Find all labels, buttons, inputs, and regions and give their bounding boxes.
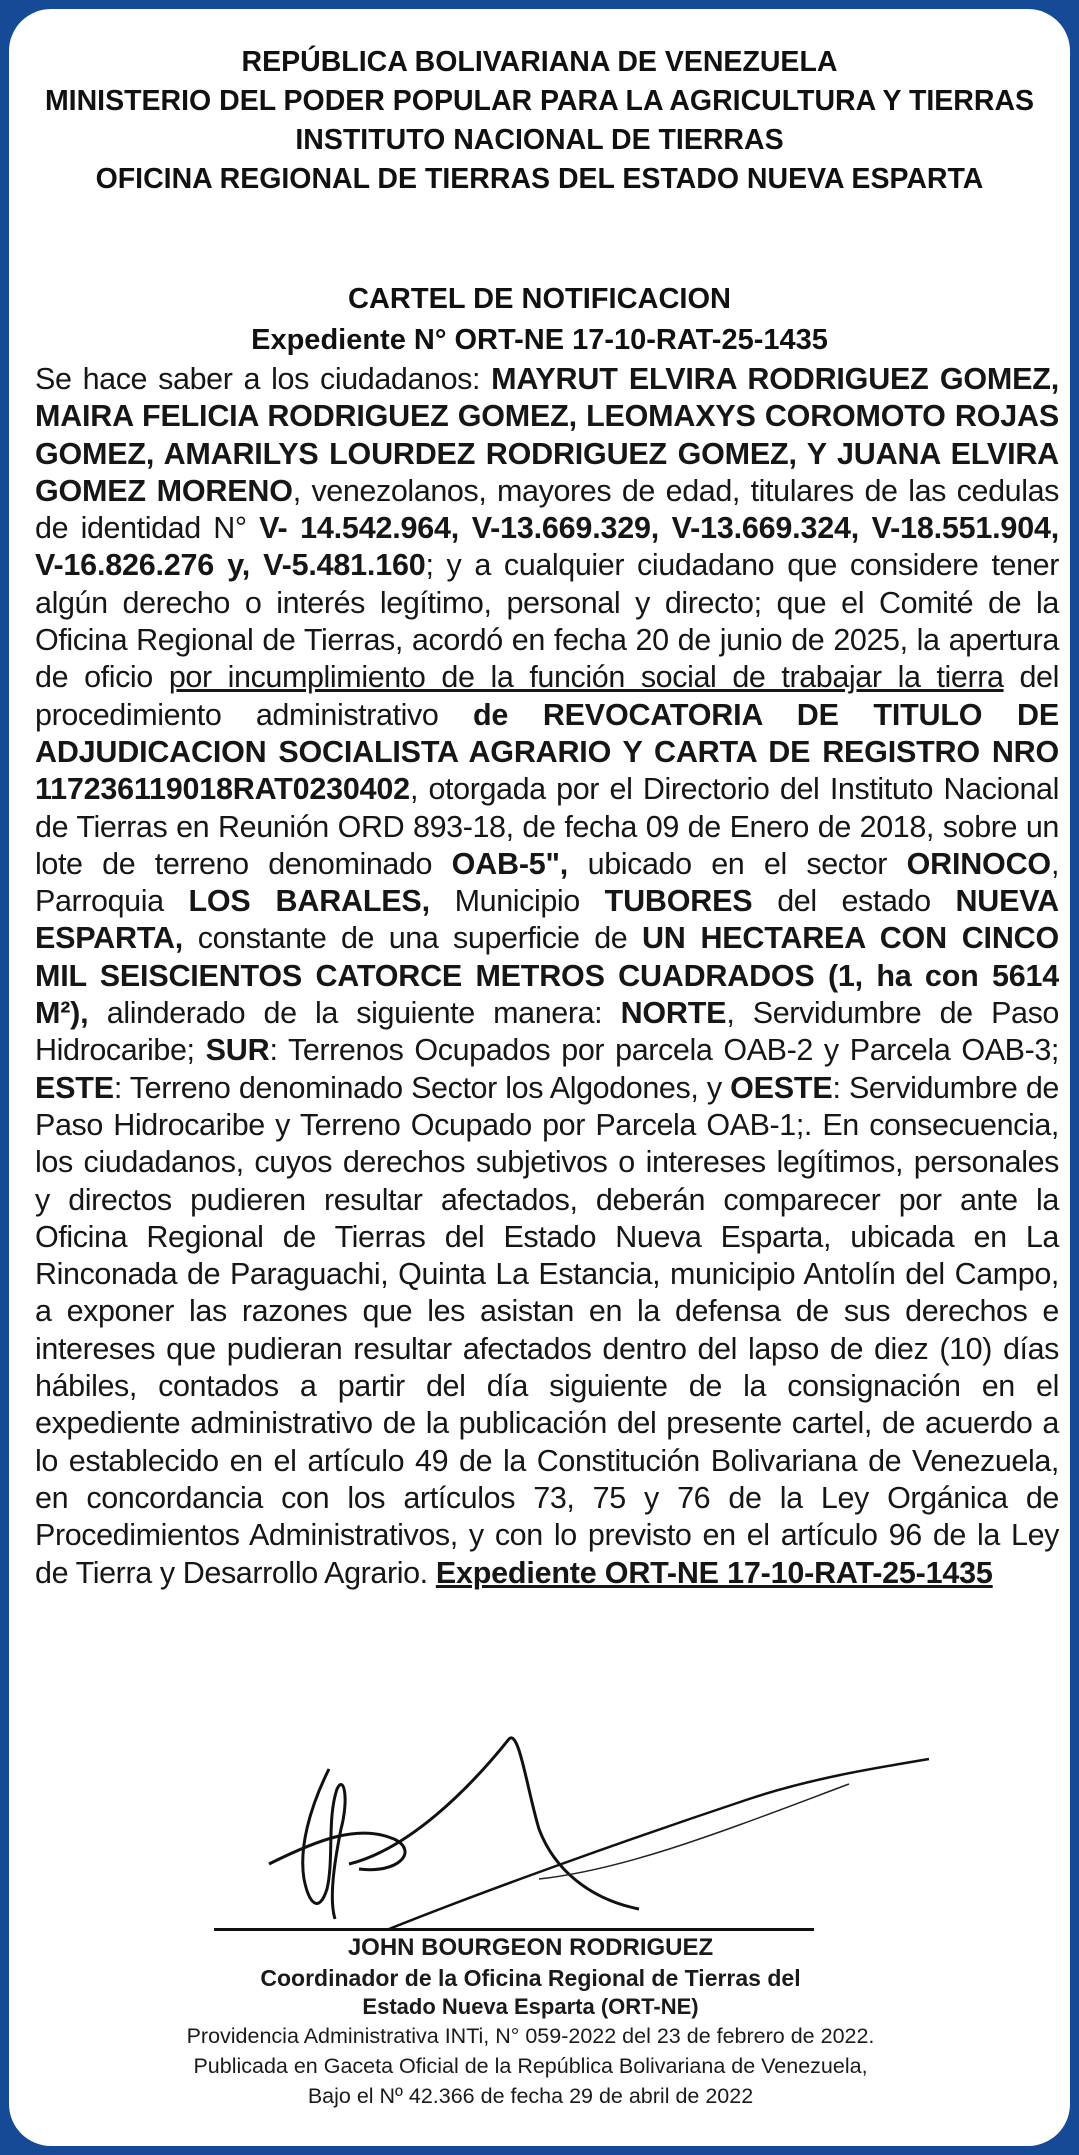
boundary-west: OESTE	[730, 1070, 833, 1105]
id-numbers: V- 14.542.964, V-13.669.329, V-13.669.324, V-18.551.904, V-16.826.276 y, V-5.481.160	[35, 511, 1059, 583]
parish-name: LOS BARALES,	[188, 884, 430, 919]
body-text: del procedimiento administrativo	[35, 660, 1059, 732]
body-text: , Servidumbre de Paso Hidrocaribe;	[35, 996, 1059, 1068]
state-name: NUEVA ESPARTA,	[35, 884, 1059, 956]
header-ministry: MINISTERIO DEL PODER POPULAR PARA LA AGRICULTURA Y TIERRAS	[44, 85, 1035, 117]
procedure-title: de REVOCATORIA DE TITULO DE ADJUDICACION SOCIALISTA AGRARIO Y CARTA DE REGISTRO NRO 117236119018RAT0230402	[35, 697, 1059, 807]
body-text: : Servidumbre de Paso Hidrocaribe y Terreno Ocupado por Parcela OAB-1;. En consecuencia, los ciudadanos, cuyos derechos subjetivos o intereses legítimos, personales y directos pudieren resultar afectados, deberán comparecer por ante la Oficina Regional de Tierras del Estado Nueva Esparta, ubicada en La Rinconada de Paraguachi, Quinta La Estancia, municipio Antolín del Campo, a exponer las razones que les asistan en la defensa de sus derechos e intereses que pudieran resultar afectados dentro del lapso de diez (10) días hábiles, contados a partir del día siguiente de la consignación en el expediente administrativo de la publicación del presente cartel, de acuerdo a lo establecido en el artículo 49 de la Constitución Bolivariana de Venezuela, en concordancia con los artículos 73, 75 y 76 de la Ley Orgánica de Procedimientos Administrativos, y con lo previsto en el artículo 96 de la Ley de Tierra y Desarrollo Agrario.	[35, 1070, 1059, 1590]
notice-title: CARTEL DE NOTIFICACION	[348, 283, 731, 315]
reference-line1: Providencia Administrativa INTi, N° 059-2022 del 23 de febrero de 2022.	[186, 2024, 875, 2048]
signatory-role-line2: Estado Nueva Esparta (ORT-NE)	[362, 1994, 699, 2019]
body-text: , Parroquia	[35, 846, 1060, 919]
grounds-underlined: por incumplimiento de la función social de trabajar la tierra	[168, 660, 1004, 695]
boundary-north: NORTE	[620, 996, 727, 1031]
reference-line3: Bajo el Nº 42.366 de fecha 29 de abril de 2022	[307, 2084, 754, 2108]
body-text: , venezolanos, mayores de edad, titulares de las cedulas de identidad N°	[35, 473, 1059, 546]
body-text: ubicado en el sector	[568, 846, 907, 881]
body-text: : Terrenos Ocupados por parcela OAB-2 y Parcela OAB-3;	[269, 1033, 1059, 1068]
boundary-south: SUR	[205, 1033, 270, 1068]
reference-line2: Publicada en Gaceta Oficial de la República Bolivariana de Venezuela,	[193, 2054, 868, 2078]
body-text: constante de una superficie de	[183, 921, 642, 956]
body-text: ; y a cualquier ciudadano que considere tener algún derecho o interés legítimo, personal y directo; que el Comité de la Oficina Regional de Tierras, acordó en fecha 20 de junio de 2025, la apertura de oficio	[35, 548, 1059, 695]
letterhead	[9, 43, 1070, 199]
boundary-east: ESTE	[35, 1070, 114, 1105]
header-republic: REPÚBLICA BOLIVARIANA DE VENEZUELA	[241, 46, 838, 78]
body-text: del estado	[752, 884, 956, 919]
body-text: Se hace saber a los ciudadanos:	[35, 362, 492, 396]
closing-expediente: Expediente ORT-NE 17-10-RAT-25-1435	[435, 1555, 993, 1590]
lot-name: OAB-5",	[451, 846, 569, 881]
body-text: Municipio	[429, 884, 605, 919]
body-text: : Terreno denominado Sector los Algodones, y	[113, 1070, 731, 1105]
notice-title-block	[9, 279, 1070, 361]
signature-line	[214, 1928, 814, 1931]
body-text: alinderado de la siguiente manera:	[88, 996, 621, 1031]
header-office: OFICINA REGIONAL DE TIERRAS DEL ESTADO NUEVA ESPARTA	[95, 163, 984, 195]
notice-expediente: Expediente N° ORT-NE 17-10-RAT-25-1435	[251, 324, 828, 356]
signatory-block	[9, 1933, 1052, 2111]
signatory-name: JOHN BOURGEON RODRIGUEZ	[347, 1934, 714, 1961]
handwritten-signature	[209, 1729, 949, 1929]
surface-area: UN HECTAREA CON CINCO MIL SEISCIENTOS CATORCE METROS CUADRADOS (1, ha con 5614 M²),	[35, 921, 1059, 1031]
notice-card	[9, 9, 1070, 2146]
municipality-name: TUBORES	[604, 884, 753, 919]
signatory-role-line1: Coordinador de la Oficina Regional de Tierras del	[260, 1965, 801, 1991]
body-text: , otorgada por el Directorio del Instituto Nacional de Tierras en Reunión ORD 893-18, de fecha 09 de Enero de 2018, sobre un lote de terreno denominado	[35, 772, 1059, 881]
notice-body	[35, 361, 1059, 1592]
header-institute: INSTITUTO NACIONAL DE TIERRAS	[295, 124, 784, 156]
citizen-names: MAYRUT ELVIRA RODRIGUEZ GOMEZ, MAIRA FELICIA RODRIGUEZ GOMEZ, LEOMAXYS COROMOTO ROJAS GOMEZ, AMARILYS LOURDEZ RODRIGUEZ GOMEZ, Y JUANA ELVIRA GOMEZ MORENO	[35, 362, 1059, 508]
sector-name: ORINOCO	[906, 846, 1051, 881]
